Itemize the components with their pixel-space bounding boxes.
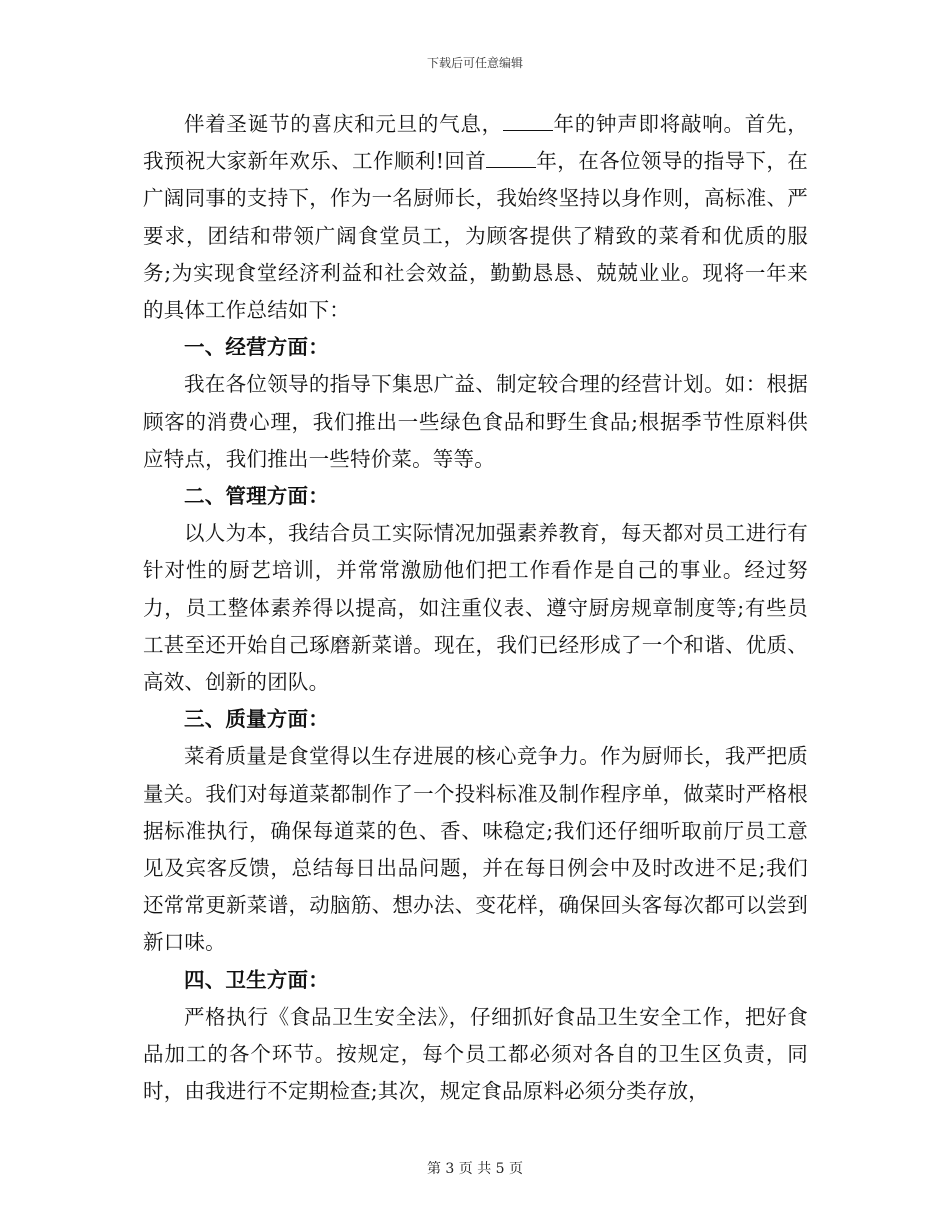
intro-text-2: 年的钟声即将敲响。首先，我预祝大家新年欢乐、工作顺利!回首 bbox=[143, 112, 808, 174]
page-footer: 第 3 页 共 5 页 bbox=[426, 1161, 524, 1177]
section-body-operations: 我在各位领导的指导下集思广益、制定较合理的经营计划。如：根据顾客的消费心理，我们推出一些绿色食品和野生食品;根据季节性原料供应特点，我们推出一些特价菜。等等。 bbox=[143, 372, 808, 471]
intro-paragraph bbox=[143, 106, 808, 329]
intro-text-1: 伴着圣诞节的喜庆和元旦的气息， bbox=[184, 112, 503, 136]
year-blank-1 bbox=[503, 112, 553, 131]
section-body-hygiene: 严格执行《食品卫生安全法》，仔细抓好食品卫生安全工作，把好食品加工的各个环节。按规定，每个员工都必须对各自的卫生区负责，同时，由我进行不定期检查;其次，规定食品原料必须分类存放， bbox=[143, 1004, 808, 1104]
section-body-management: 以人为本，我结合员工实际情况加强素养教育，每天都对员工进行有针对性的厨艺培训，并常常激励他们把工作看作是自己的事业。经过努力，员工整体素养得以提高，如注重仪表、遵守厨房规章制度等;有些员工甚至还开始自己琢磨新菜谱。现在，我们已经形成了一个和谐、优质、高效、创新的团队。 bbox=[143, 521, 808, 695]
intro-text-3: 年，在各位领导的指导下，在广阔同事的支持下，作为一名厨师长，我始终坚持以身作则，高标准、严要求，团结和带领广阔食堂员工，为顾客提供了精致的菜肴和优质的服务;为实现食堂经济利益和社会效益，勤勤恳恳、兢兢业业。现将一年来的具体工作总结如下： bbox=[143, 149, 808, 323]
section-heading-quality: 三、质量方面： bbox=[184, 707, 329, 732]
section-body-quality: 菜肴质量是食堂得以生存进展的核心竞争力。作为厨师长，我严把质量关。我们对每道菜都制作了一个投料标准及制作程序单，做菜时严格根据标准执行，确保每道菜的色、香、味稳定;我们还仔细听取前厅员工意见及宾客反馈，总结每日出品问题，并在每日例会中及时改进不足;我们还常常更新菜谱，动脑筋、想办法、变花样，确保回头客每次都可以尝到新口味。 bbox=[143, 744, 808, 955]
year-blank-2 bbox=[486, 149, 536, 168]
section-heading-operations: 一、经营方面： bbox=[184, 335, 329, 360]
page-header: 下载后可任意编辑 bbox=[426, 56, 523, 70]
section-heading-hygiene: 四、卫生方面： bbox=[184, 967, 329, 992]
section-heading-management: 二、管理方面： bbox=[184, 484, 329, 509]
document-body bbox=[143, 106, 808, 1110]
